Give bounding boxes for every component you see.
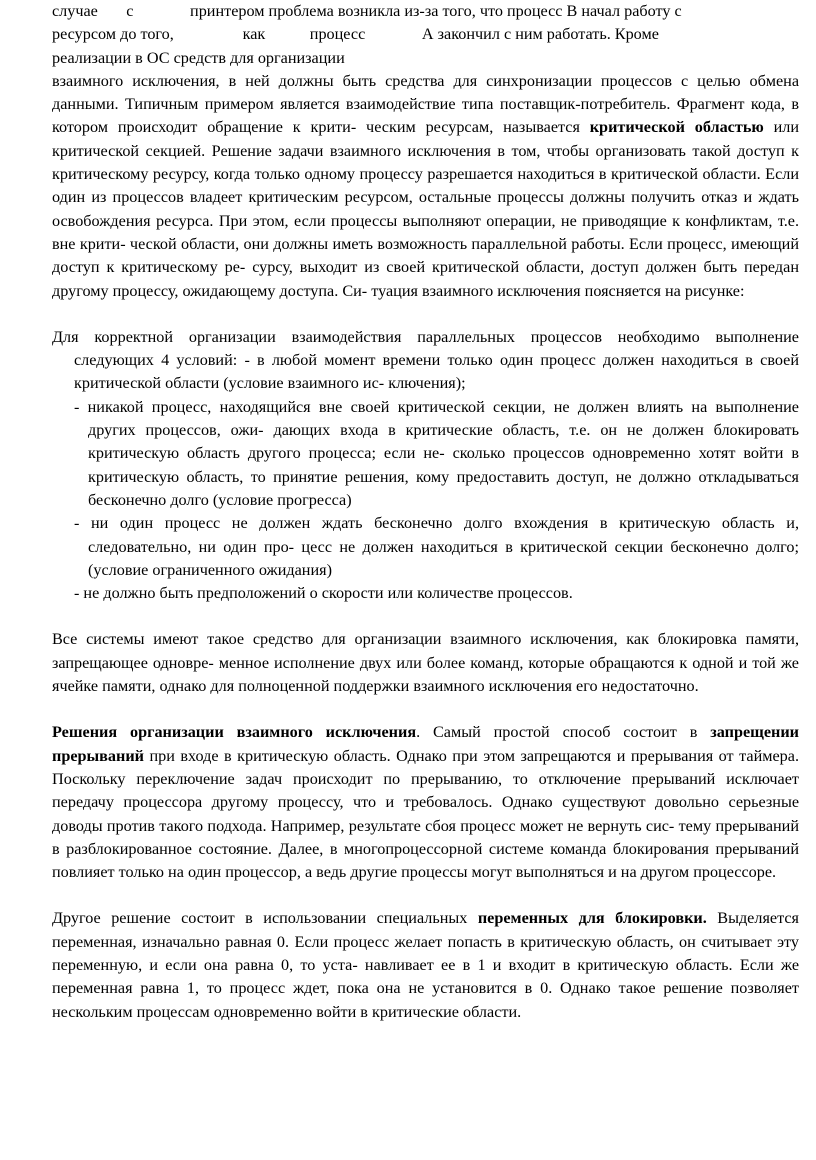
paragraph-lock-variables [52,907,799,1023]
paragraph-text: Другое решение состоит в использовании специальных [52,909,478,928]
bold-term: запрещении прерываний [52,723,799,765]
document-page [52,0,799,1024]
conditions-intro: Для корректной организации взаимодействия параллельных процессов необходимо выполнение следующих 4 условий: - в любой момент времени только один процесс должен находиться в своей критической области (условие взаимного ис- ключения); [52,327,799,393]
paragraph-memory-lock: Все системы имеют такое средство для организации взаимного исключения, как блокировка памяти, запрещающее одновре- менное исполнение двух или более команд, которые обращаются к одной и той же ячейке памяти, однако для полноценной поддержки взаимного исключения его недостаточно. [52,630,799,696]
spacer [52,884,799,907]
text-fragment [52,0,799,70]
paragraph-text: при входе в критическую область. Однако при этом запрещаются и прерывания от таймера. Поскольку переключение задач происходит по прерыванию, то отключение прерываний исключает передачу процессора другому процессу, что и требовалось. Однако существуют довольно серьезные доводы против такого подхода. Например, результате сбоя процесс может не вернуть сис- тему прерываний в разблокированное состояние. Далее, в многопроцессорной системе команда блокирования прерываний повлияет только на один процессор, а ведь другие процессы могут выполняться и на другом процессоре. [52,746,799,882]
spacer [52,605,799,628]
list-item: - никакой процесс, находящийся вне своей критической секции, не должен влиять на выполнение других процессов, ожи- дающих входа в критические область, т.е. он не должен блокировать критическую область другого процесса; если не- сколько процессов одновременно хотят войти в критическую область, то принятие решения, кому предоставить доступ, не должно откладываться бесконечно долго (условие прогресса) [74,397,799,509]
paragraph-mutual-exclusion [52,70,799,303]
paragraph-text: или критической секцией. Решение задачи взаимного исключения в том, чтобы организовать такой доступ к критическому ресурсу, когда только одному процессу разрешается находиться в критической области. Если один из процессов владеет критическим ресурсом, остальные процессы должны получить отказ и ждать освобождения ресурса. При этом, если процессы выполняют операции, не приводящие к конфликтам, т.е. вне крити- ческой области, они должны иметь возможность параллельной работы. Если процесс, имеющий доступ к критическому ре- сурсу, выходит из своей критической области, доступ должен быть передан другому процессу, ожидающему доступа. Си- туация взаимного исключения поясняется на рисунке: [52,118,799,300]
paragraph-text: . Самый простой способ состоит в [416,723,711,742]
paragraph-text: Выделяется переменная, изначально равная 0. Если процесс желает попасть в критическую область, он считывает эту переменную, и если она равна 0, то уста- навливает ее в 1 и входит в критическую область. Если же переменная равна 1, то процесс ждет, пока она не установится в 0. Однако такое решение позволяет нескольким процессам одновременно войти в критические области. [52,909,799,1021]
paragraph-solutions [52,721,799,884]
paragraph-text: взаимного исключения, в ней должны быть средства для синхронизации процессов с целью обмена данными. Типичным примером является взаимодействие типа поставщик-потребитель. Фрагмент кода, в котором происходит обращение к крити- ческим ресурсам, называется [52,71,799,137]
fragment-line: случае с принтером проблема возникла из-за того, что процесс В начал работу с [52,2,682,20]
spacer [52,303,799,326]
bold-term: переменных для блокировки. [477,909,707,928]
list-item: - ни один процесс не должен ждать бесконечно долго вхождения в критическую область и, следовательно, ни один про- цесс не должен находиться в критической секции бесконечно долго; (условие ограниченного ожидания) [74,514,799,579]
fragment-line: ресурсом до того, как процесс А закончил с ним работать. Кроме [52,25,659,44]
spacer [52,698,799,721]
fragment-line: реализации в ОС средств для организации [52,48,345,67]
list-item: - не должно быть предположений о скорости или количестве процессов. [74,584,573,603]
section-heading: Решения организации взаимного исключения [52,723,417,742]
bold-term: критической областью [589,118,764,137]
